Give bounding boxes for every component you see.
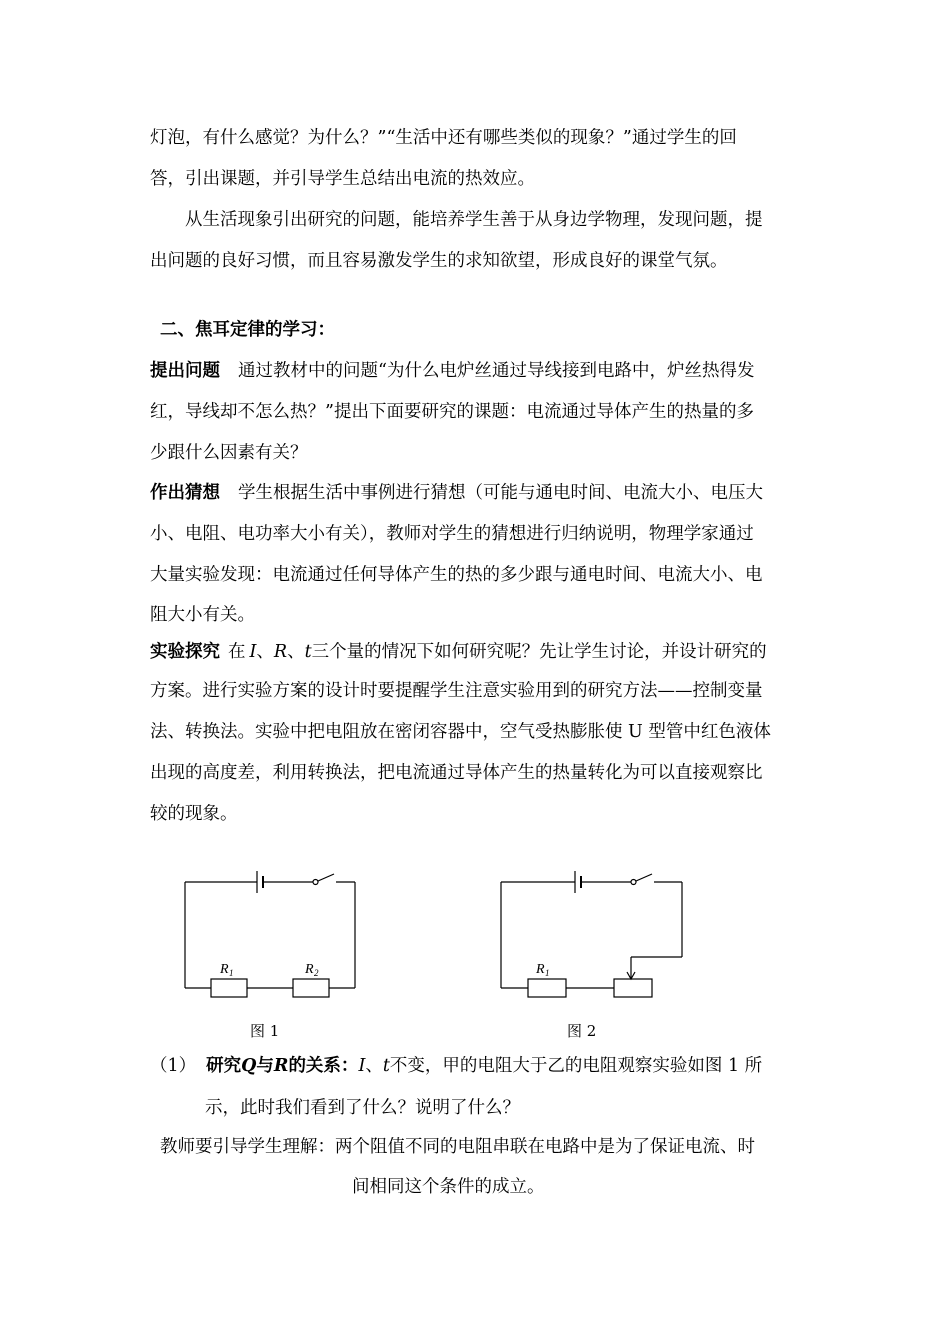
var-i: I xyxy=(358,1056,366,1076)
paragraph-line: 方案。进行实验方案的设计时要提醒学生注意实验用到的研究方法——控制变量 xyxy=(150,681,763,701)
resistor-r2 xyxy=(293,979,329,997)
switch-pivot xyxy=(313,880,318,885)
item-heading-mid: 与 xyxy=(256,1056,274,1076)
label-r1: R xyxy=(536,962,545,977)
experiment-text: 在 xyxy=(228,642,246,662)
paragraph-line: 教师要引导学生理解：两个阻值不同的电阻串联在电路中是为了保证电流、时 xyxy=(160,1137,755,1157)
paragraph-line: 灯泡，有什么感觉？为什么？”“生活中还有哪些类似的现象？”通过学生的回 xyxy=(150,128,737,148)
paragraph-line: 示，此时我们看到了什么？说明了什么？ xyxy=(205,1098,520,1118)
switch-blade xyxy=(318,874,334,881)
guess-text: 学生根据生活中事例进行猜想（可能与通电时间、电流大小、电压大 xyxy=(238,483,763,503)
experiment-label: 实验探究 xyxy=(150,642,220,662)
paragraph-line: 出问题的良好习惯，而且容易激发学生的求知欲望，形成良好的课堂气氛。 xyxy=(150,251,728,271)
resistor-r1 xyxy=(211,979,247,997)
switch-pivot xyxy=(631,880,636,885)
separator: 、 xyxy=(287,642,305,662)
figure-1-caption: 图 1 xyxy=(250,1022,280,1040)
separator: 、 xyxy=(365,1056,383,1076)
label-r1-sub: 1 xyxy=(545,968,550,978)
experiment-text: 三个量的情况下如何研究呢？先让学生讨论，并设计研究的 xyxy=(311,642,767,662)
paragraph-line: 较的现象。 xyxy=(150,804,238,824)
paragraph-line: 红，导线却不怎么热？”提出下面要研究的课题：电流通过导体产生的热量的多 xyxy=(150,402,754,422)
item-1-line-1 xyxy=(150,1054,762,1078)
var-r: R xyxy=(273,1056,289,1076)
raise-question-label: 提出问题 xyxy=(150,361,220,381)
paragraph-line: 大量实验发现：电流通过任何导体产生的热的多少跟与通电时间、电流大小、电 xyxy=(150,565,763,585)
item-heading-post: 的关系： xyxy=(288,1056,359,1076)
item-heading-pre: 研究 xyxy=(206,1056,242,1076)
circuit-diagram-1 xyxy=(170,860,370,1010)
item-number: （1） xyxy=(150,1056,197,1076)
label-r2-sub: 2 xyxy=(314,968,319,978)
figure-2-caption: 图 2 xyxy=(567,1022,597,1040)
label-r1-sub: 1 xyxy=(229,968,234,978)
paragraph-line: 阻大小有关。 xyxy=(150,605,255,625)
paragraph-line: 小、电阻、电功率大小有关），教师对学生的猜想进行归纳说明，物理学家通过 xyxy=(150,524,754,544)
var-i: I xyxy=(249,642,257,662)
var-t: t xyxy=(304,642,312,662)
paragraph-line: 从生活现象引出研究的问题，能培养学生善于从身边学物理，发现问题，提 xyxy=(185,210,763,230)
raise-question-text: 通过教材中的问题“为什么电炉丝通过导线接到电路中，炉丝热得发 xyxy=(238,361,755,381)
paragraph-line: 法、转换法。实验中把电阻放在密闭容器中，空气受热膨胀使 U 型管中红色液体 xyxy=(150,722,771,742)
label-r1: R xyxy=(220,962,229,977)
paragraph-line: 出现的高度差，利用转换法，把电流通过导体产生的热量转化为可以直接观察比 xyxy=(150,763,763,783)
separator: 、 xyxy=(256,642,274,662)
label-r2: R xyxy=(305,962,314,977)
paragraph-line: 答，引出课题，并引导学生总结出电流的热效应。 xyxy=(150,169,535,189)
experiment-line-1 xyxy=(150,640,767,664)
paragraph-line: 间相同这个条件的成立。 xyxy=(352,1177,545,1197)
resistor-r1 xyxy=(528,979,566,997)
var-t: t xyxy=(382,1056,390,1076)
guess-line-1 xyxy=(150,481,763,505)
item-text: 不变，甲的电阻大于乙的电阻观察实验如图 1 所 xyxy=(389,1056,763,1076)
paragraph-line: 少跟什么因素有关？ xyxy=(150,443,308,463)
circuit-diagram-2 xyxy=(486,860,696,1010)
section-heading: 二、焦耳定律的学习： xyxy=(160,320,335,340)
switch-blade xyxy=(636,874,652,881)
var-r: R xyxy=(273,642,288,662)
guess-label: 作出猜想 xyxy=(150,483,220,503)
raise-question-line-1 xyxy=(150,359,754,383)
rheostat xyxy=(614,979,652,997)
var-q: Q xyxy=(241,1056,257,1076)
